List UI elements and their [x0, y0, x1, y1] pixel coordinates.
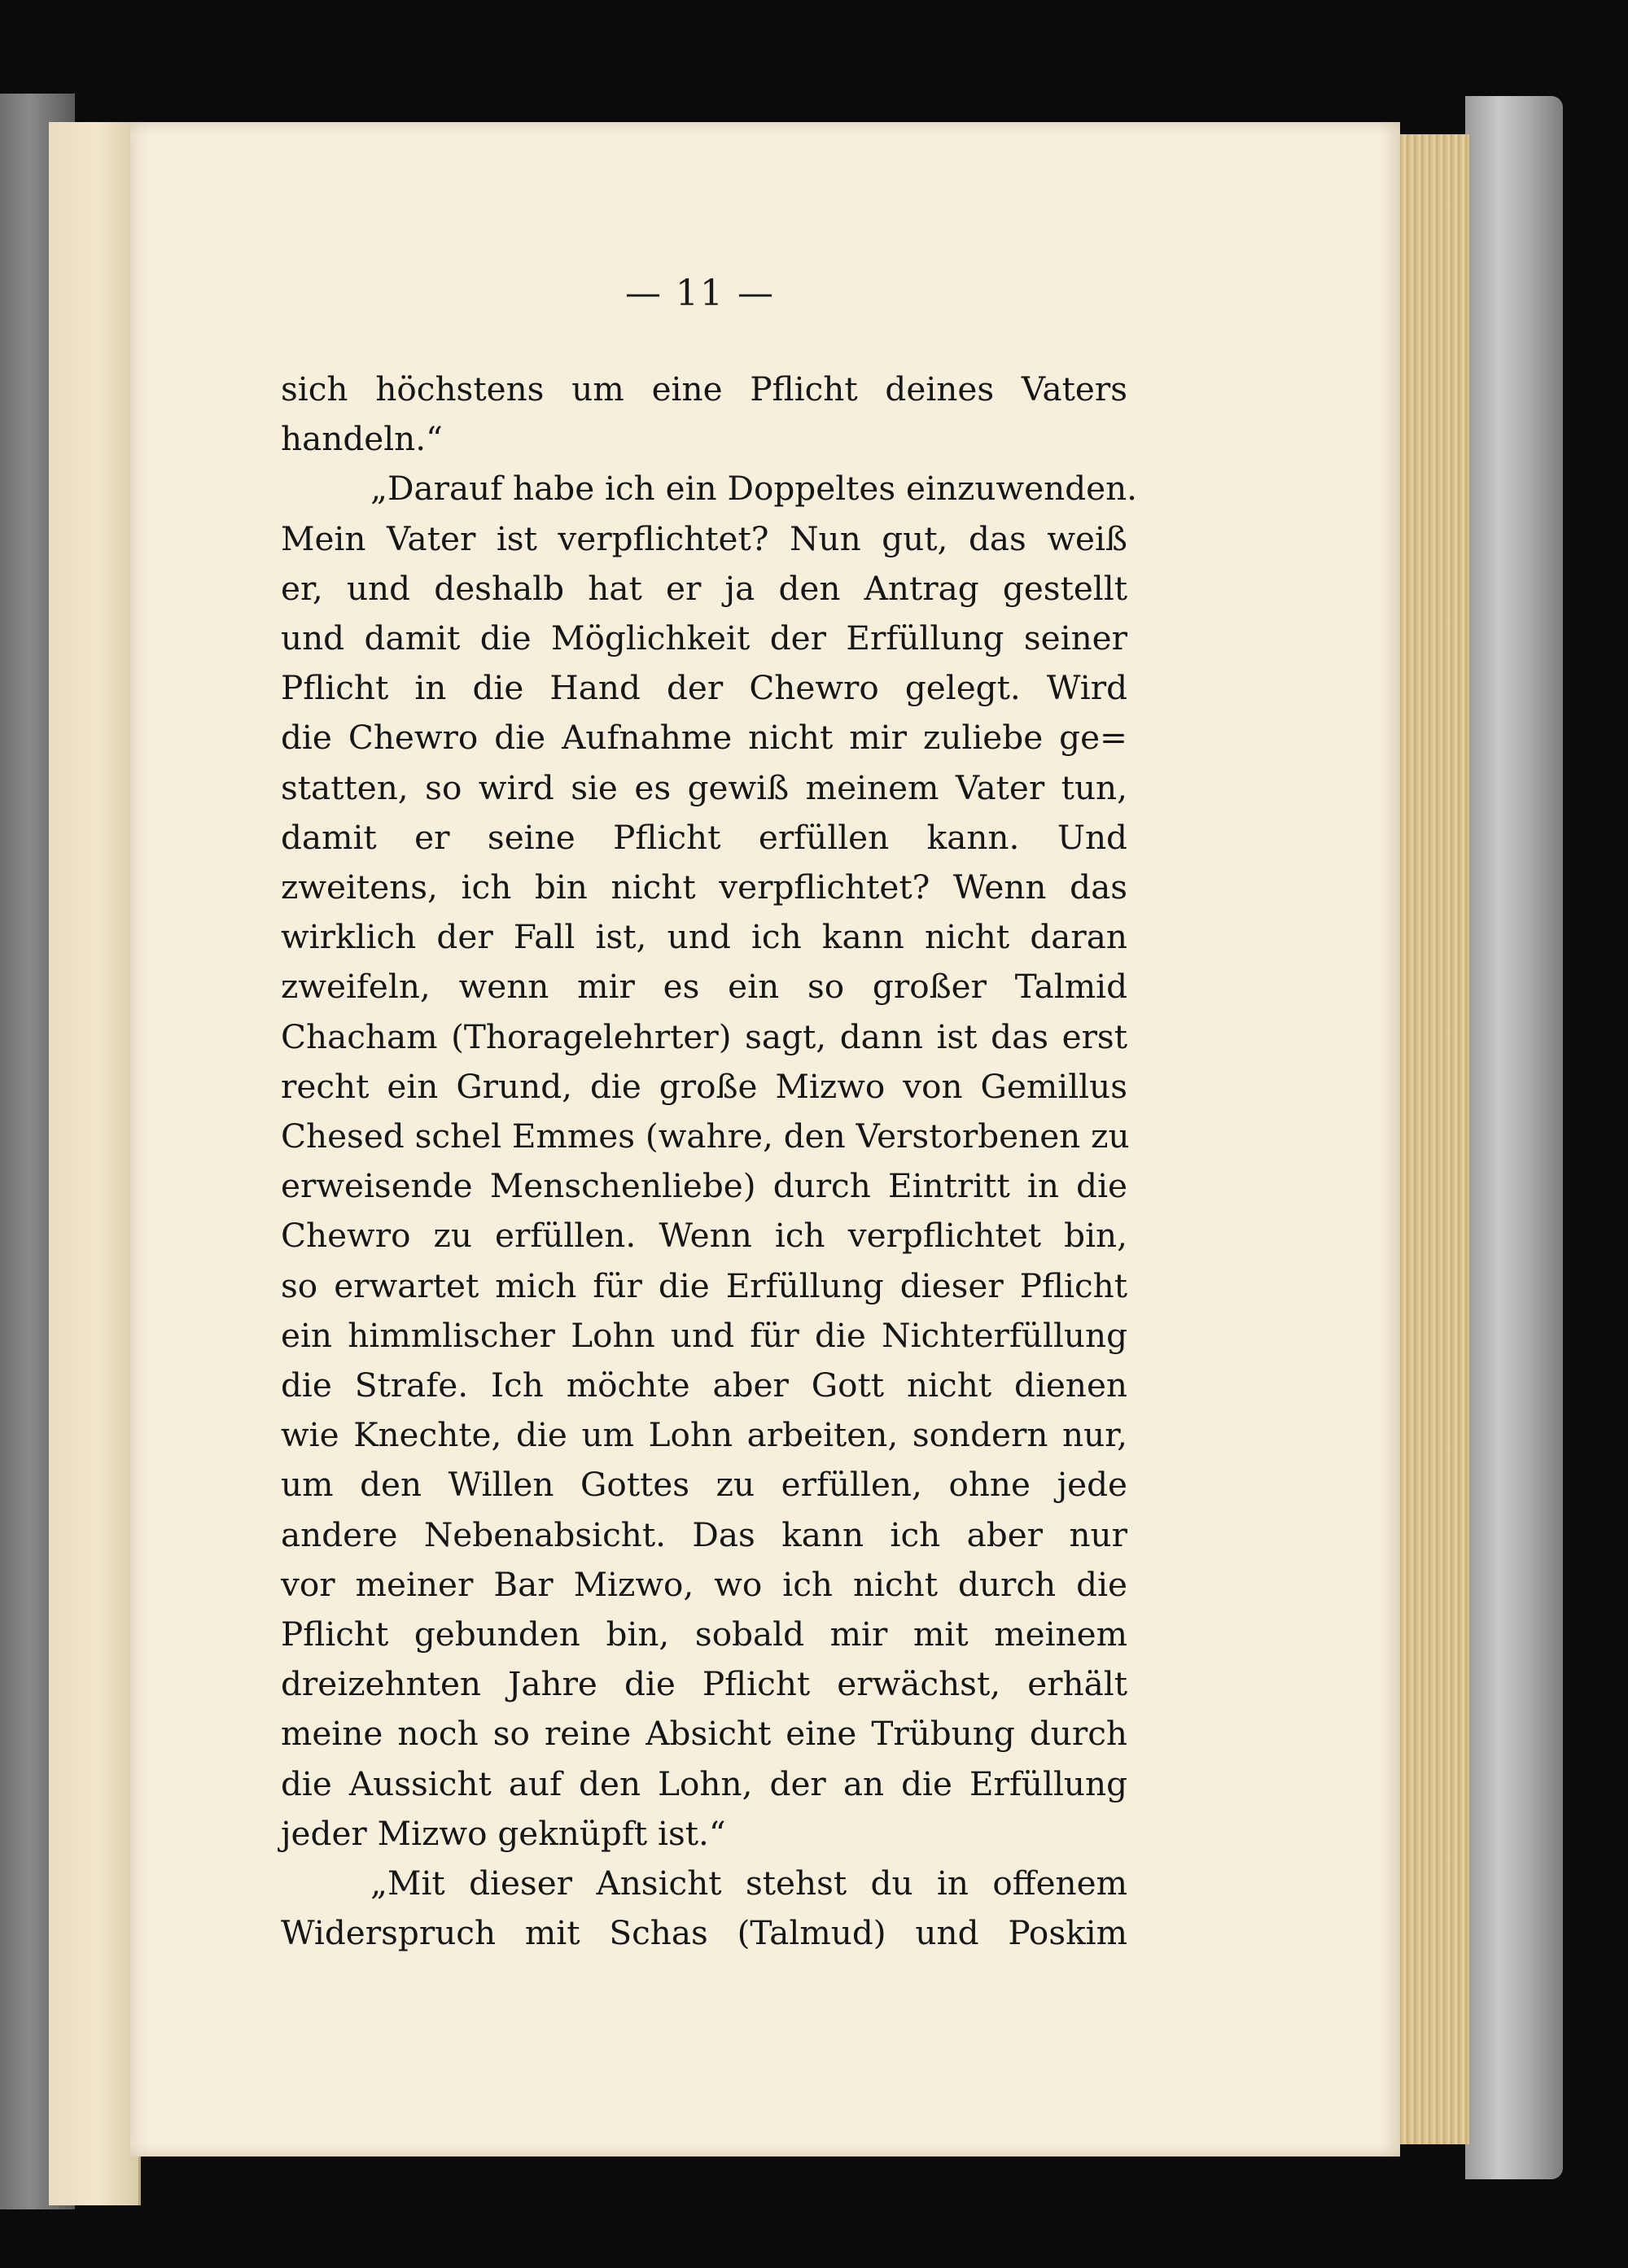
text-line: „Darauf habe ich ein Doppeltes einzuwenden.: [370, 469, 1138, 509]
page-edges: [1388, 134, 1469, 2144]
text-line: so erwartet mich für die Erfüllung dieser Pflicht: [281, 1265, 1127, 1305]
text-line: wirklich der Fall ist, und ich kann nicht daran: [281, 917, 1127, 957]
right-book-cover: [1465, 96, 1563, 2179]
text-line: zweifeln, wenn mir es ein so großer Talmid: [281, 967, 1127, 1007]
text-line: Chacham (Thoragelehrter) sagt, dann ist das erst: [281, 1016, 1127, 1056]
text-line: recht ein Grund, die große Mizwo von Gemillus: [281, 1066, 1127, 1106]
text-line: handeln.“: [281, 419, 443, 459]
text-line: sich höchstens um eine Pflicht deines Vaters: [281, 369, 1127, 409]
text-line: andere Nebenabsicht. Das kann ich aber nur: [281, 1514, 1127, 1554]
text-line: zweitens, ich bin nicht verpflichtet? Wenn das: [281, 867, 1127, 907]
text-line: die Chewro die Aufnahme nicht mir zuliebe ge=: [281, 718, 1127, 758]
text-line: Widerspruch mit Schas (Talmud) und Poskim: [281, 1913, 1127, 1953]
text-line: Chewro zu erfüllen. Wenn ich verpflichtet bin,: [281, 1216, 1127, 1256]
text-line: „Mit dieser Ansicht stehst du in offenem: [370, 1864, 1127, 1903]
page-body-text: [281, 365, 1138, 1959]
text-line: die Aussicht auf den Lohn, der an die Erfüllung: [281, 1763, 1127, 1803]
text-line: Pflicht in die Hand der Chewro gelegt. Wird: [281, 668, 1127, 708]
text-line: meine noch so reine Absicht eine Trübung durch: [281, 1714, 1127, 1754]
text-line: vor meiner Bar Mizwo, wo ich nicht durch die: [281, 1564, 1127, 1604]
text-line: damit er seine Pflicht erfüllen kann. Und: [281, 817, 1127, 857]
text-line: jeder Mizwo geknüpft ist.“: [281, 1813, 726, 1853]
page-number: — 11 —: [625, 273, 775, 314]
left-facing-page: [49, 122, 141, 2205]
text-line: ein himmlischer Lohn und für die Nichterfüllung: [281, 1315, 1127, 1355]
text-line: statten, so wird sie es gewiß meinem Vater tun,: [281, 767, 1127, 807]
text-line: Chesed schel Emmes (wahre, den Verstorbenen zu: [281, 1117, 1130, 1156]
text-line: er, und deshalb hat er ja den Antrag gestellt: [281, 568, 1127, 608]
text-line: Pflicht gebunden bin, sobald mir mit meinem: [281, 1615, 1127, 1654]
text-line: erweisende Menschenliebe) durch Eintritt in die: [281, 1166, 1127, 1206]
text-line: die Strafe. Ich möchte aber Gott nicht dienen: [281, 1366, 1127, 1405]
text-line: wie Knechte, die um Lohn arbeiten, sondern nur,: [281, 1415, 1127, 1455]
text-line: dreizehnten Jahre die Pflicht erwächst, erhält: [281, 1664, 1127, 1704]
text-line: um den Willen Gottes zu erfüllen, ohne jede: [281, 1465, 1127, 1505]
text-line: und damit die Möglichkeit der Erfüllung seiner: [281, 618, 1127, 658]
text-line: Mein Vater ist verpflichtet? Nun gut, das weiß: [281, 518, 1127, 558]
